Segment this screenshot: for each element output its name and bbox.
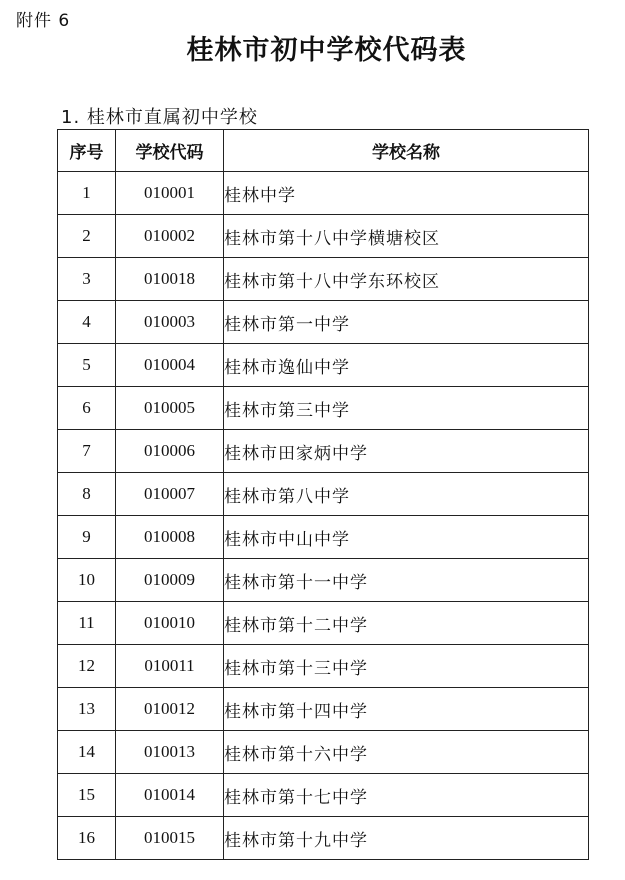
table-header [58, 130, 589, 172]
row-index-cell: 7 [58, 430, 116, 473]
school-name-cell: 桂林市第十六中学 [224, 731, 589, 774]
document-title: 桂林市初中学校代码表 [186, 35, 467, 66]
school-code-cell: 010012 [116, 688, 224, 731]
table-row [58, 215, 589, 258]
school-name-cell: 桂林市第十一中学 [224, 559, 589, 602]
school-code-cell: 010003 [116, 301, 224, 344]
school-name-cell: 桂林市第十八中学横塘校区 [224, 215, 589, 258]
row-index-cell: 6 [58, 387, 116, 430]
row-index-cell: 3 [58, 258, 116, 301]
table-header-row [58, 130, 589, 172]
row-index-cell: 9 [58, 516, 116, 559]
school-code-cell: 010004 [116, 344, 224, 387]
school-code-cell: 010006 [116, 430, 224, 473]
table-row [58, 172, 589, 215]
school-code-table [57, 129, 589, 860]
table-row [58, 301, 589, 344]
section-heading: 1. 桂林市直属初中学校 [61, 107, 258, 128]
school-code-cell: 010010 [116, 602, 224, 645]
school-code-cell: 010011 [116, 645, 224, 688]
school-name-cell: 桂林市第十二中学 [224, 602, 589, 645]
school-code-cell: 010007 [116, 473, 224, 516]
table-row [58, 774, 589, 817]
row-index-cell: 13 [58, 688, 116, 731]
school-name-cell: 桂林市中山中学 [224, 516, 589, 559]
row-index-cell: 11 [58, 602, 116, 645]
row-index-cell: 8 [58, 473, 116, 516]
table-body [58, 172, 589, 860]
column-header-index: 序号 [58, 130, 116, 172]
school-code-cell: 010009 [116, 559, 224, 602]
school-code-cell: 010013 [116, 731, 224, 774]
table-row [58, 688, 589, 731]
table-row [58, 430, 589, 473]
table-row [58, 559, 589, 602]
row-index-cell: 4 [58, 301, 116, 344]
school-code-cell: 010005 [116, 387, 224, 430]
school-name-cell: 桂林市第十三中学 [224, 645, 589, 688]
row-index-cell: 1 [58, 172, 116, 215]
table-row [58, 387, 589, 430]
table-row [58, 817, 589, 860]
attachment-label: 附件 6 [16, 11, 71, 31]
school-name-cell: 桂林市第十八中学东环校区 [224, 258, 589, 301]
row-index-cell: 16 [58, 817, 116, 860]
school-name-cell: 桂林市第八中学 [224, 473, 589, 516]
school-code-cell: 010018 [116, 258, 224, 301]
school-name-cell: 桂林市田家炳中学 [224, 430, 589, 473]
table-row [58, 602, 589, 645]
column-header-name: 学校名称 [224, 130, 589, 172]
column-header-code: 学校代码 [116, 130, 224, 172]
row-index-cell: 10 [58, 559, 116, 602]
row-index-cell: 15 [58, 774, 116, 817]
table-row [58, 516, 589, 559]
school-name-cell: 桂林中学 [224, 172, 589, 215]
school-name-cell: 桂林市第十七中学 [224, 774, 589, 817]
school-code-cell: 010002 [116, 215, 224, 258]
school-code-cell: 010014 [116, 774, 224, 817]
row-index-cell: 2 [58, 215, 116, 258]
row-index-cell: 12 [58, 645, 116, 688]
table-row [58, 473, 589, 516]
table-row [58, 731, 589, 774]
table-row [58, 645, 589, 688]
school-code-cell: 010001 [116, 172, 224, 215]
school-name-cell: 桂林市第三中学 [224, 387, 589, 430]
table-row [58, 344, 589, 387]
school-name-cell: 桂林市第十九中学 [224, 817, 589, 860]
school-code-cell: 010015 [116, 817, 224, 860]
school-name-cell: 桂林市第一中学 [224, 301, 589, 344]
row-index-cell: 14 [58, 731, 116, 774]
school-code-cell: 010008 [116, 516, 224, 559]
school-name-cell: 桂林市第十四中学 [224, 688, 589, 731]
school-name-cell: 桂林市逸仙中学 [224, 344, 589, 387]
row-index-cell: 5 [58, 344, 116, 387]
table-row [58, 258, 589, 301]
